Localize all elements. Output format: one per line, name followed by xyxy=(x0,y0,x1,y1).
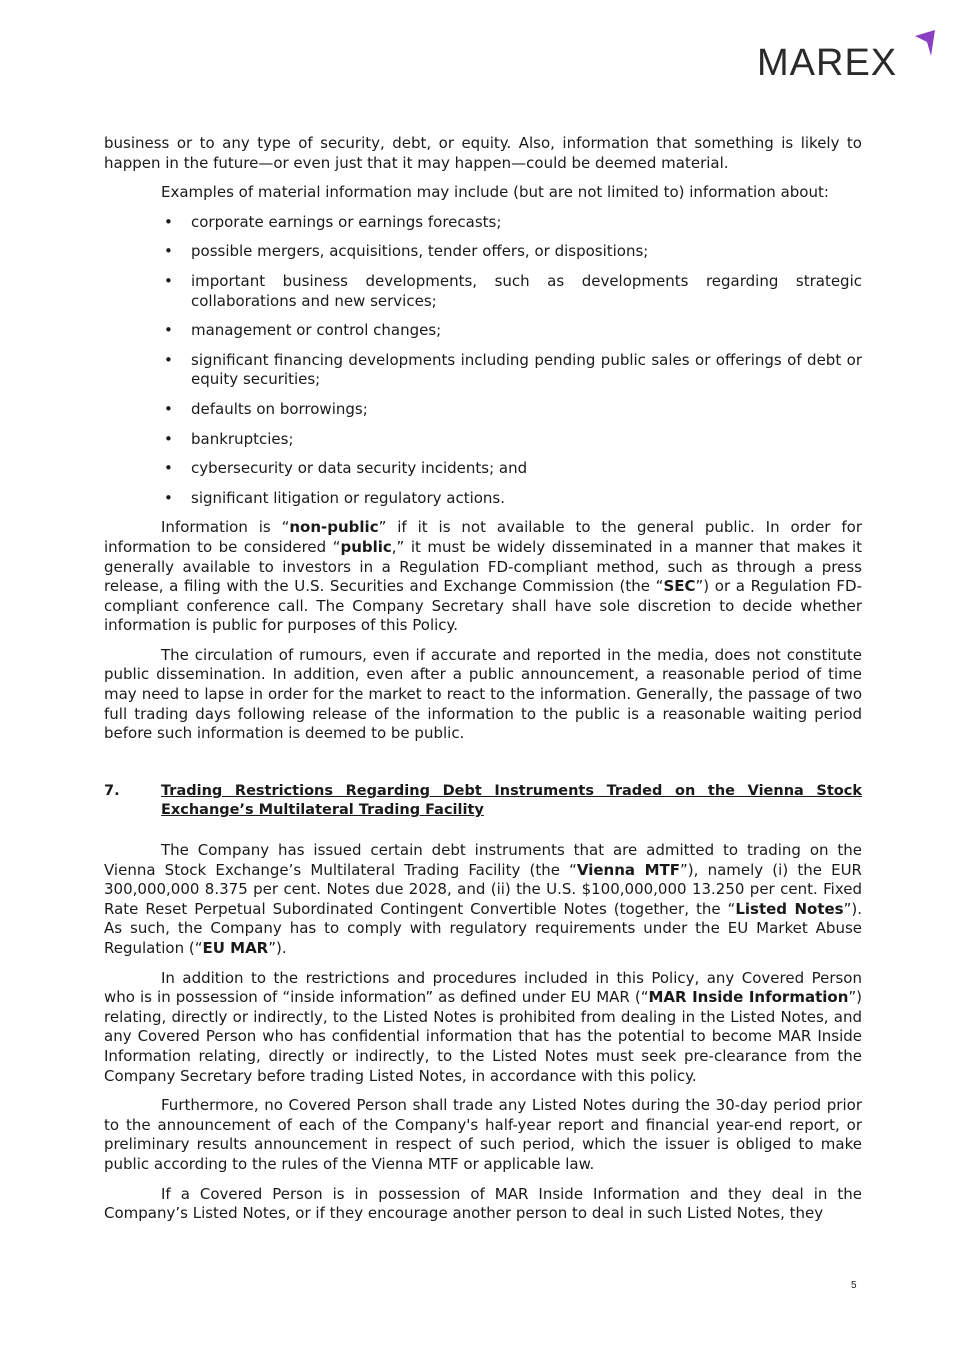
marex-logo xyxy=(757,28,937,88)
list-item xyxy=(104,459,862,479)
inside-information-paragraph xyxy=(104,969,862,1087)
text-run: In addition to the restrictions and procedures included in this Policy, any Covered Person who is in possession of “inside information” as defined under EU MAR (“ xyxy=(104,968,862,1007)
list-item-text: significant financing developments including pending public sales or offerings of debt or equity securities; xyxy=(191,350,862,389)
list-item-text: management or control changes; xyxy=(191,321,442,340)
text-run: ,” it must be widely disseminated in a manner that makes it generally available to investors in a Regulation FD-compliant method, such as through a press release, a filing with the U.S. Securities and Exchange Commission (the “ xyxy=(104,537,863,596)
text-run: ”). As such, the Company has to comply with regulatory requirements under the EU Market Abuse Regulation (“ xyxy=(104,899,863,957)
defined-term: EU MAR xyxy=(202,939,269,957)
bullet-icon: • xyxy=(164,212,173,231)
bullet-icon: • xyxy=(164,350,173,369)
bullet-icon: • xyxy=(164,242,173,261)
list-item-text: important business developments, such as developments regarding strategic collaborations and new services; xyxy=(191,271,862,310)
bullet-icon: • xyxy=(164,321,173,340)
defined-term: Listed Notes xyxy=(735,899,844,918)
list-item-text: significant litigation or regulatory actions. xyxy=(191,488,506,507)
vienna-mtf-paragraph xyxy=(104,841,862,959)
section-title: Trading Restrictions Regarding Debt Instruments Traded on the Vienna Stock Exchange’s Multilateral Trading Facility xyxy=(161,782,862,819)
rumours-paragraph: The circulation of rumours, even if accurate and reported in the media, does not constitute public dissemination. In addition, even after a public announcement, a reasonable period of time may need to lapse in order for the market to react to the information. Generally, the passage of two full trading days following release of the information to the public is a reasonable waiting period before such information is deemed to be public. xyxy=(104,645,862,743)
non-public-paragraph xyxy=(104,518,862,636)
text-run: ”). xyxy=(268,939,287,957)
list-item-text: defaults on borrowings; xyxy=(191,399,368,418)
list-item xyxy=(104,242,862,262)
list-item-text: cybersecurity or data security incidents; and xyxy=(191,459,528,478)
logo-wordmark: MAREX xyxy=(757,42,898,84)
logo-accent-icon xyxy=(913,28,937,58)
text-run: ”) relating, directly or indirectly, to the Listed Notes is prohibited from dealing in the Listed Notes, and any Covered Person who has confidential information that has the potential to become MAR Inside Information relating, directly or indirectly, to the Listed Notes must seek pre-clearance from the Company Secretary before trading Listed Notes, in accordance with this policy. xyxy=(104,988,862,1085)
examples-lead-paragraph: Examples of material information may include (but are not limited to) information about: xyxy=(161,183,829,202)
list-item xyxy=(104,321,862,341)
bullet-icon: • xyxy=(164,271,173,290)
text-run: The Company has issued certain debt instruments that are admitted to trading on the Vienna Stock Exchange’s Multilateral Trading Facility (the “ xyxy=(104,841,862,879)
defined-term: Vienna MTF xyxy=(576,860,681,879)
section-number: 7. xyxy=(104,782,120,799)
list-item-text: bankruptcies; xyxy=(191,429,294,448)
list-item xyxy=(104,213,862,233)
material-information-list xyxy=(104,213,862,509)
bullet-icon: • xyxy=(164,459,173,478)
page-number: 5 xyxy=(851,1280,857,1291)
list-item-text: possible mergers, acquisitions, tender offers, or dispositions; xyxy=(191,242,649,261)
bullet-icon: • xyxy=(164,488,173,507)
bullet-icon: • xyxy=(164,429,173,448)
list-item xyxy=(104,272,862,311)
blackout-period-paragraph: Furthermore, no Covered Person shall trade any Listed Notes during the 30-day period prior to the announcement of each of the Company's half-year report and financial year-end report, or preliminary results announcement in respect of such period, which the issuer is obliged to make public according to the rules of the Vienna MTF or applicable law. xyxy=(104,1096,862,1173)
list-item xyxy=(104,351,862,390)
list-item xyxy=(104,400,862,420)
text-run: ” if it is not available to the general public. In order for information to be considered “ xyxy=(104,518,862,556)
dealing-consequence-paragraph: If a Covered Person is in possession of MAR Inside Information and they deal in the Company’s Listed Notes, or if they encourage another person to deal in such Listed Notes, they xyxy=(104,1184,862,1223)
section-7-heading xyxy=(104,782,862,821)
defined-term: MAR Inside Information xyxy=(648,988,849,1007)
document-body xyxy=(104,134,862,1234)
list-item xyxy=(104,489,862,509)
text-run: ”), namely (i) the EUR 300,000,000 8.375 per cent. Notes due 2028, and (ii) the U.S. $100,000,000 13.250 per cent. Fixed Rate Reset Perpetual Subordinated Contingent Convertible Notes (together, the “ xyxy=(104,860,862,918)
defined-term: SEC xyxy=(663,577,696,596)
list-item xyxy=(104,430,862,450)
text-run: ”) or a Regulation FD-compliant conference call. The Company Secretary shall have sole discretion to decide whether information is public for purposes of this Policy. xyxy=(104,577,862,635)
intro-paragraph: business or to any type of security, debt, or equity. Also, information that something is likely to happen in the future—or even just that it may happen—could be deemed material. xyxy=(104,134,862,172)
defined-term: public xyxy=(340,537,392,556)
bullet-icon: • xyxy=(164,399,173,418)
text-run: Information is “ xyxy=(161,518,290,537)
list-item-text: corporate earnings or earnings forecasts; xyxy=(191,212,502,231)
defined-term: non-public xyxy=(289,518,379,537)
